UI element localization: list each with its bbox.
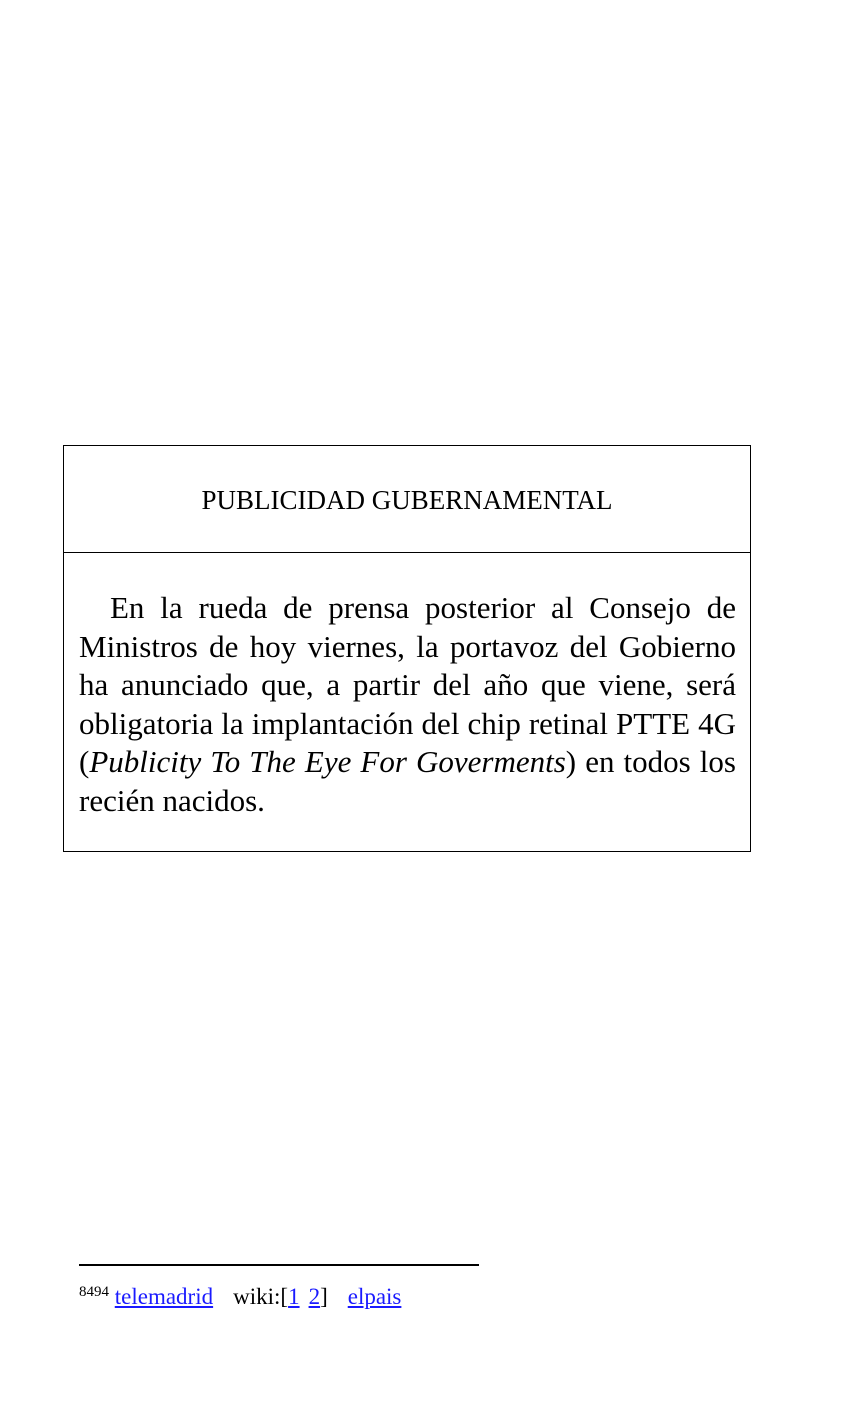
news-box [63, 445, 751, 852]
body-text-italic: Publicity To The Eye For Goverments [89, 744, 566, 779]
footnote-number: 8494 [79, 1284, 109, 1300]
footnote [79, 1284, 401, 1310]
body-text-start: En la rueda de prensa posterior al Consejo de Ministros de hoy viernes, la portavoz del Gobierno ha anunciado que, a partir del año que viene, será obligatoria la implantación del chip retinal PTTE 4G ( [79, 590, 736, 779]
link-elpais[interactable]: elpais [347, 1284, 402, 1309]
wiki-link-1[interactable]: 1 [288, 1284, 300, 1309]
footnote-separator [79, 1264, 479, 1266]
box-body [64, 553, 750, 820]
wiki-suffix: ] [320, 1284, 328, 1309]
wiki-link-2[interactable]: 2 [308, 1284, 321, 1309]
body-text-end: ) en todos los recién nacidos. [79, 744, 736, 818]
wiki-prefix: wiki:[ [233, 1284, 289, 1309]
box-title: PUBLICIDAD GUBERNAMENTAL [64, 446, 750, 553]
link-telemadrid[interactable]: telemadrid [114, 1284, 214, 1309]
